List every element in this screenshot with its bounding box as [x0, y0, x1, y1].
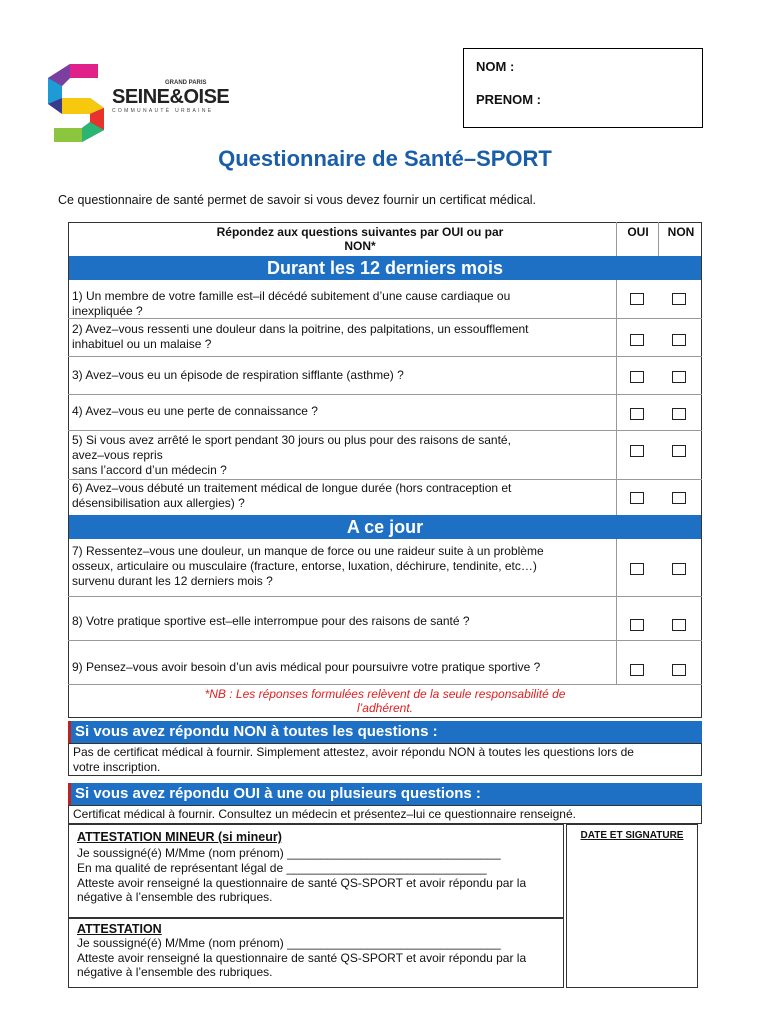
divider: [68, 430, 702, 431]
prenom-label: PRENOM :: [476, 92, 541, 107]
page-title: Questionnaire de Santé–SPORT: [218, 146, 552, 171]
question-line: 8) Votre pratique sportive est–elle interrompue pour des raisons de santé ?: [72, 614, 470, 628]
checkbox-q9-non[interactable]: [672, 664, 686, 676]
question-line: 6) Avez–vous débuté un traitement médical de longue durée (hors contraception et: [72, 481, 512, 495]
checkbox-q5-oui[interactable]: [630, 445, 644, 457]
attestation-mineur-heading: ATTESTATION MINEUR (si mineur): [77, 830, 282, 844]
signature-box[interactable]: [566, 824, 698, 988]
divider: [68, 394, 702, 395]
question-3: [72, 368, 612, 383]
question-line: osseux, articulaire ou musculaire (fracture, entorse, luxation, déchirure, tendinite, etc…): [72, 559, 537, 573]
divider: [68, 684, 702, 685]
question-line: avez–vous repris: [72, 448, 163, 462]
text-line: Pas de certificat médical à fournir. Simplement attestez, avoir répondu NON à toutes les questions lors de: [73, 745, 634, 759]
question-2: [72, 322, 612, 352]
column-oui: OUI: [627, 225, 649, 239]
attestation-line: Je soussigné(é) M/Mme (nom prénom) ________________________________: [77, 936, 501, 950]
attestation-line: Atteste avoir renseigné la questionnaire de santé QS-SPORT et avoir répondu par la: [77, 951, 527, 965]
question-5: [72, 433, 612, 478]
identity-box[interactable]: [463, 48, 703, 128]
checkbox-q1-oui[interactable]: [630, 293, 644, 305]
checkbox-q2-non[interactable]: [672, 334, 686, 346]
column-non: NON: [667, 225, 695, 239]
attestation-line: négative à l’ensemble des rubriques.: [77, 965, 273, 979]
checkbox-q4-non[interactable]: [672, 408, 686, 420]
attestation-mineur-line: En ma qualité de représentant légal de ______________________________: [77, 861, 487, 875]
checkbox-q8-non[interactable]: [672, 619, 686, 631]
question-4: [72, 404, 612, 419]
question-1: [72, 289, 612, 319]
attestation-box[interactable]: [68, 918, 564, 988]
divider: [616, 539, 617, 684]
checkbox-q1-non[interactable]: [672, 293, 686, 305]
divider: [68, 640, 702, 641]
oui-section-title: Si vous avez répondu OUI à une ou plusieurs questions :: [68, 783, 702, 805]
question-line: inexpliquée ?: [72, 304, 143, 318]
divider: [68, 356, 702, 357]
nb-note: [150, 687, 620, 715]
attestation-mineur-line: négative à l’ensemble des rubriques.: [77, 890, 273, 904]
text-line: votre inscription.: [73, 760, 161, 774]
section-12-months: Durant les 12 derniers mois: [69, 256, 701, 280]
attestation-mineur-line: Je soussigné(é) M/Mme (nom prénom) ________________________________: [77, 846, 501, 860]
divider: [616, 280, 617, 515]
logo-top-text: GRAND PARIS: [165, 80, 207, 86]
question-line: 4) Avez–vous eu une perte de connaissance ?: [72, 404, 318, 418]
divider: [616, 222, 617, 256]
oui-section-text: [68, 805, 702, 824]
attestation-mineur-line: Atteste avoir renseigné la questionnaire de santé QS-SPORT et avoir répondu par la: [77, 876, 527, 890]
checkbox-q2-oui[interactable]: [630, 334, 644, 346]
question-8: [72, 614, 612, 629]
question-line: 1) Un membre de votre famille est–il décédé subitement d’une cause cardiaque ou: [72, 289, 511, 303]
question-line: 9) Pensez–vous avoir besoin d’un avis médical pour poursuivre votre pratique sportive ?: [72, 660, 541, 674]
question-line: 2) Avez–vous ressenti une douleur dans la poitrine, des palpitations, un essoufflement: [72, 322, 529, 336]
checkbox-q7-non[interactable]: [672, 563, 686, 575]
nom-label: NOM :: [476, 59, 515, 74]
table-header-question: [160, 225, 560, 253]
question-line: désensibilisation aux allergies) ?: [72, 496, 245, 510]
divider: [68, 596, 702, 597]
nb-line: l’adhérent.: [356, 701, 414, 715]
question-9: [72, 660, 612, 675]
checkbox-q3-non[interactable]: [672, 371, 686, 383]
divider: [658, 222, 659, 256]
question-line: inhabituel ou un malaise ?: [72, 337, 212, 351]
nb-line: *NB : Les réponses formulées relèvent de la seule responsabilité de: [204, 687, 566, 701]
question-line: 5) Si vous avez arrêté le sport pendant 30 jours ou plus pour des raisons de santé,: [72, 433, 511, 447]
non-section-title: Si vous avez répondu NON à toutes les questions :: [68, 721, 702, 743]
checkbox-q5-non[interactable]: [672, 445, 686, 457]
intro-text: Ce questionnaire de santé permet de savoir si vous devez fournir un certificat médical.: [58, 193, 537, 207]
logo-subtitle: COMMUNAUTÉ URBAINE: [112, 108, 214, 114]
question-line: 3) Avez–vous eu un épisode de respiration sifflante (asthme) ?: [72, 368, 404, 382]
question-line: sans l’accord d’un médecin ?: [72, 463, 227, 477]
section-today: A ce jour: [69, 515, 701, 539]
text-line: Certificat médical à fournir. Consultez un médecin et présentez–lui ce questionnaire renseigné.: [73, 807, 576, 821]
question-7: [72, 544, 612, 589]
checkbox-q8-oui[interactable]: [630, 619, 644, 631]
checkbox-q6-non[interactable]: [672, 492, 686, 504]
logo-name: SEINE&OISE: [112, 86, 230, 108]
question-6: [72, 481, 612, 511]
checkbox-q7-oui[interactable]: [630, 563, 644, 575]
checkbox-q4-oui[interactable]: [630, 408, 644, 420]
attestation-heading: ATTESTATION: [77, 922, 162, 936]
divider: [68, 479, 702, 480]
checkbox-q3-oui[interactable]: [630, 371, 644, 383]
divider: [68, 318, 702, 319]
signature-label: DATE ET SIGNATURE: [580, 830, 684, 841]
header-line-2: NON*: [344, 239, 376, 253]
header-line-1: Répondez aux questions suivantes par OUI ou par: [216, 225, 504, 239]
question-line: survenu durant les 12 derniers mois ?: [72, 574, 273, 588]
non-section-text: [68, 743, 702, 776]
question-line: 7) Ressentez–vous une douleur, un manque de force ou une raideur suite à un problème: [72, 544, 544, 558]
attestation-mineur-box[interactable]: [68, 824, 564, 918]
checkbox-q9-oui[interactable]: [630, 664, 644, 676]
checkbox-q6-oui[interactable]: [630, 492, 644, 504]
